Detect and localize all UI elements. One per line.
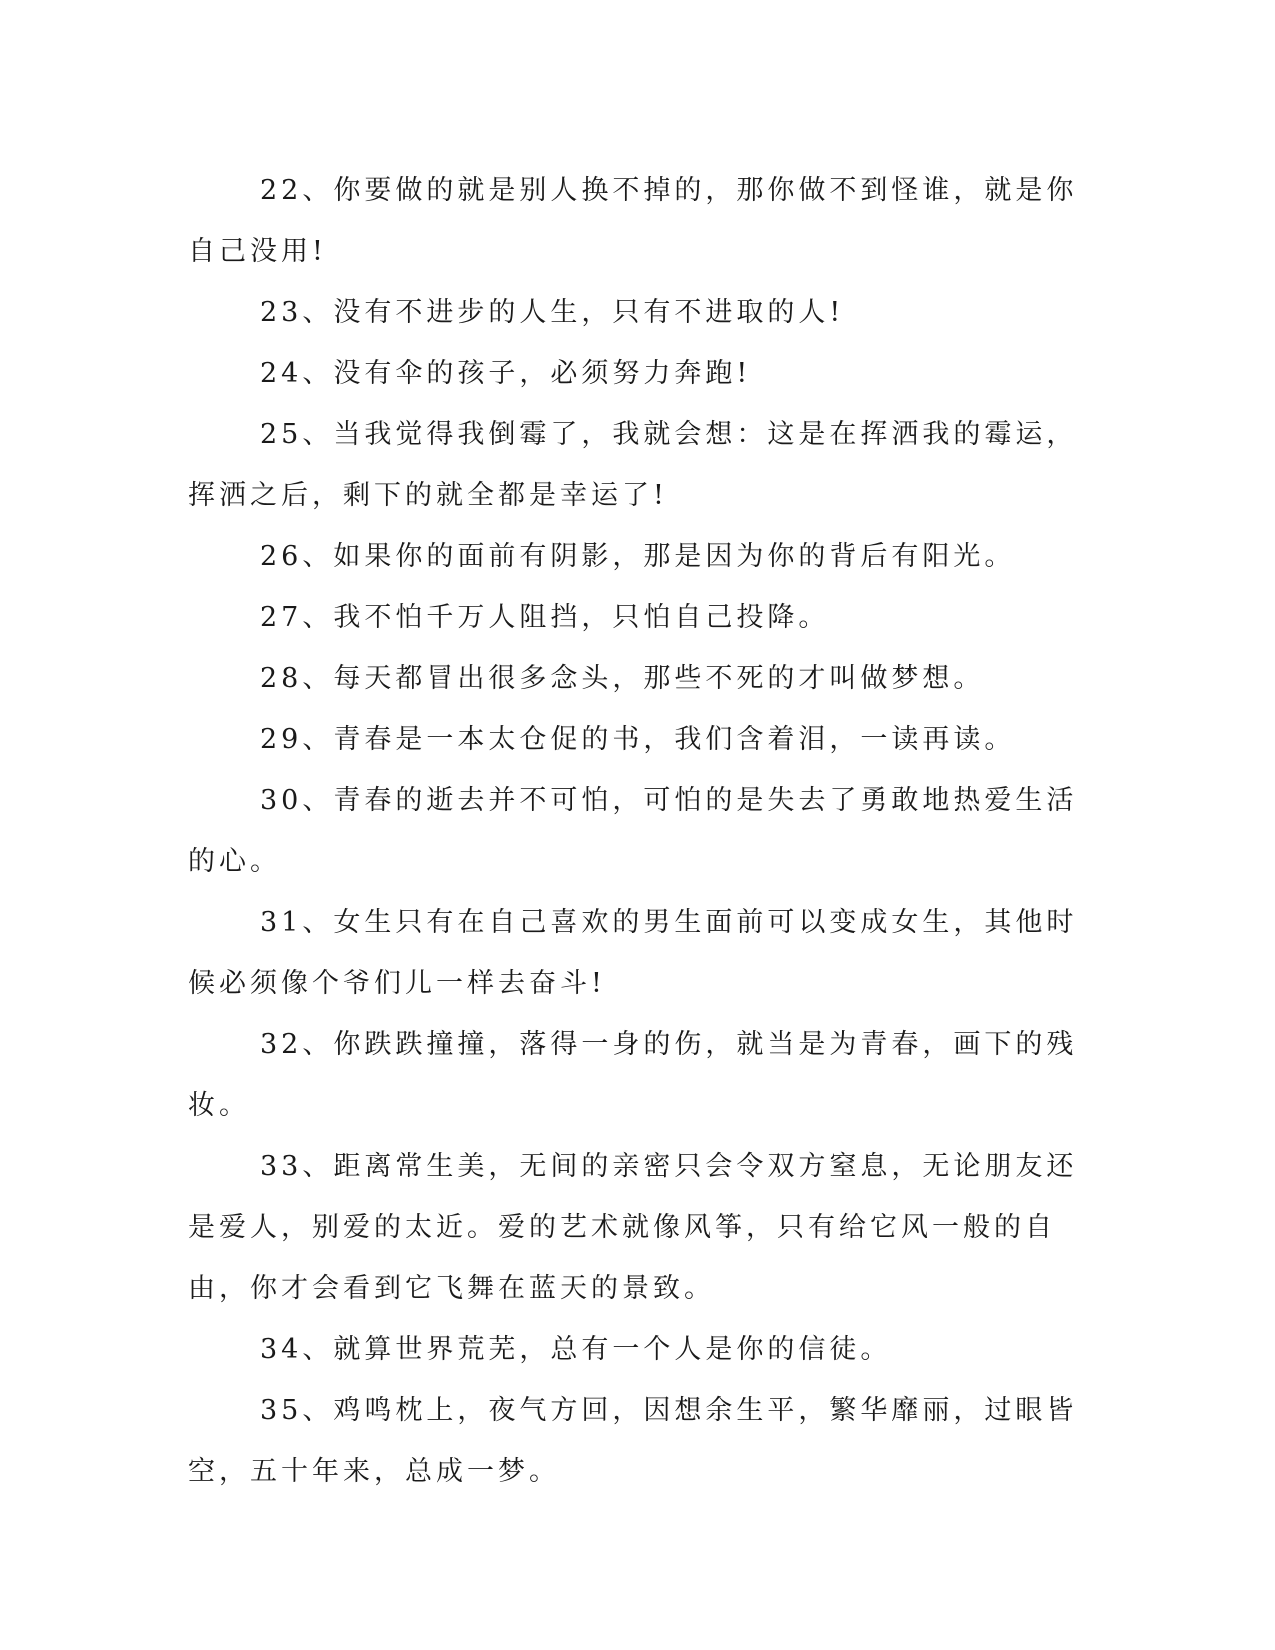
paragraph-34: 34、就算世界荒芜，总有一个人是你的信徒。 — [260, 1334, 892, 1365]
paragraph-31: 31、女生只有在自己喜欢的男生面前可以变成女生，其他时候必须像个爷们儿一样去奋斗! — [188, 907, 1078, 999]
document-body — [188, 160, 1078, 1502]
paragraph-35: 35、鸡鸣枕上，夜气方回，因想余生平，繁华靡丽，过眼皆空，五十年来，总成一梦。 — [188, 1395, 1078, 1487]
paragraph-29: 29、青春是一本太仓促的书，我们含着泪，一读再读。 — [260, 724, 1016, 755]
paragraph-26: 26、如果你的面前有阴影，那是因为你的背后有阳光。 — [260, 541, 1016, 572]
paragraph-32: 32、你跌跌撞撞，落得一身的伤，就当是为青春，画下的残妆。 — [188, 1029, 1078, 1121]
paragraph-28: 28、每天都冒出很多念头，那些不死的才叫做梦想。 — [260, 663, 985, 694]
paragraph-24: 24、没有伞的孩子，必须努力奔跑! — [260, 358, 752, 389]
paragraph-33: 33、距离常生美，无间的亲密只会令双方窒息，无论朋友还是爱人，别爱的太近。爱的艺术就像风筝，只有给它风一般的自由，你才会看到它飞舞在蓝天的景致。 — [188, 1151, 1078, 1304]
paragraph-25: 25、当我觉得我倒霉了，我就会想：这是在挥洒我的霉运，挥洒之后，剩下的就全都是幸运了! — [188, 419, 1078, 511]
paragraph-27: 27、我不怕千万人阻挡，只怕自己投降。 — [260, 602, 830, 633]
paragraph-23: 23、没有不进步的人生，只有不进取的人! — [260, 297, 845, 328]
paragraph-30: 30、青春的逝去并不可怕，可怕的是失去了勇敢地热爱生活的心。 — [188, 785, 1078, 877]
paragraph-22: 22、你要做的就是别人换不掉的，那你做不到怪谁，就是你自己没用! — [188, 175, 1078, 267]
